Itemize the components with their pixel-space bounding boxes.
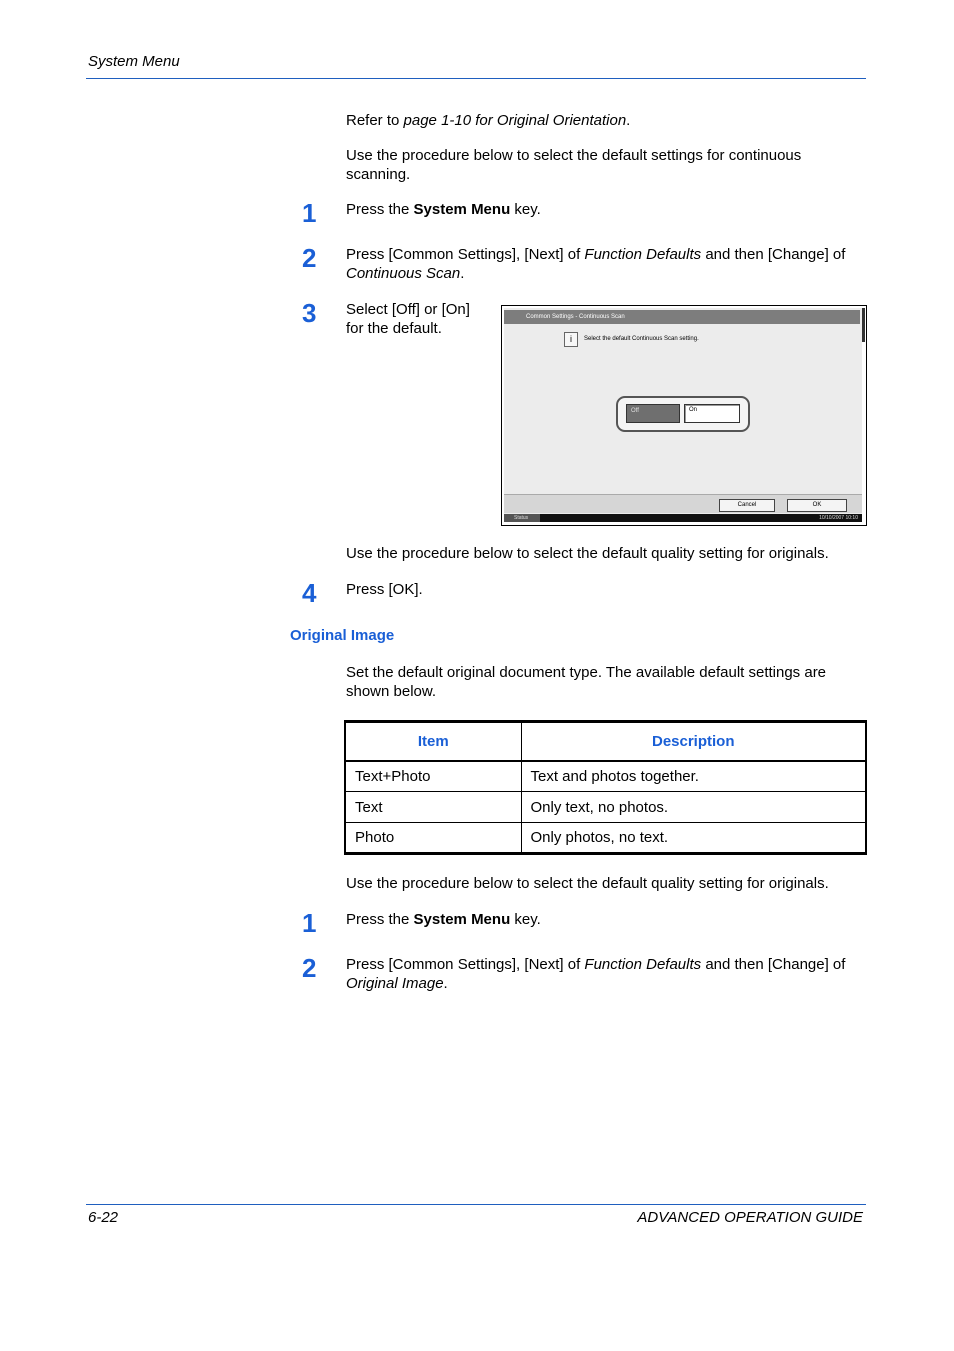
step-text-mid: and then [Change] of	[701, 956, 846, 973]
table-cell-description: Only photos, no text.	[521, 823, 866, 854]
step-text	[346, 955, 866, 993]
footer-rule	[86, 1204, 866, 1205]
page-number: 6-22	[88, 1209, 119, 1226]
step-text	[346, 245, 866, 283]
step-text-post: .	[460, 265, 465, 282]
step-number: 1	[302, 908, 317, 938]
step-italic-term: Original Image	[346, 975, 444, 992]
table-cell-item: Text	[345, 792, 521, 823]
column-header-item: Item	[345, 722, 521, 761]
quality-note: Use the procedure below to select the default quality setting for originals.	[346, 875, 829, 892]
table-header-row	[345, 722, 866, 761]
step-text: Press [OK].	[346, 581, 423, 598]
table-cell-description: Text and photos together.	[521, 761, 866, 792]
operation-panel-screenshot	[501, 305, 867, 526]
step-number: 2	[302, 953, 317, 983]
cancel-button[interactable]: Cancel	[719, 499, 775, 512]
step-number: 1	[302, 198, 317, 228]
refer-link-text: page 1-10 for Original Orientation	[403, 112, 627, 129]
step-italic-term: Continuous Scan	[346, 265, 461, 282]
step-number: 3	[302, 298, 317, 328]
step-text	[346, 200, 866, 219]
step-key-name: System Menu	[413, 201, 511, 218]
table-cell-item: Photo	[345, 823, 521, 854]
step-text-post: key.	[510, 201, 541, 218]
step-text-post: key.	[510, 911, 541, 928]
step-text-pre: Press [Common Settings], [Next] of	[346, 956, 585, 973]
screen-title: Common Settings - Continuous Scan	[504, 310, 860, 324]
step-italic-term: Function Defaults	[584, 956, 702, 973]
refer-paragraph	[346, 111, 866, 130]
step-italic-term: Function Defaults	[584, 246, 702, 263]
refer-suffix: .	[626, 112, 631, 129]
screen-body	[504, 308, 862, 521]
screen-message: Select the default Continuous Scan setting.	[584, 336, 699, 342]
section-description: Set the default original document type. The available default settings are shown below.	[346, 664, 827, 700]
section-heading: Original Image	[290, 627, 395, 644]
on-button[interactable]: On	[684, 404, 740, 423]
status-bar	[504, 514, 862, 522]
column-header-description: Description	[521, 722, 866, 761]
settings-table	[344, 720, 867, 855]
off-on-button-group	[616, 396, 750, 432]
refer-prefix: Refer to	[346, 112, 404, 129]
ok-button[interactable]: OK	[787, 499, 847, 512]
step-number: 2	[302, 243, 317, 273]
step-key-name: System Menu	[413, 911, 511, 928]
table-row	[345, 823, 866, 854]
step-text-mid: and then [Change] of	[701, 246, 846, 263]
table-cell-description: Only text, no photos.	[521, 792, 866, 823]
info-icon: i	[564, 332, 578, 347]
step-text-pre: Press the	[346, 201, 414, 218]
screen-scrollbar	[862, 308, 865, 342]
step-text-pre: Press [Common Settings], [Next] of	[346, 246, 585, 263]
quality-note: Use the procedure below to select the default quality setting for originals.	[346, 545, 829, 562]
header-title: System Menu	[88, 53, 180, 70]
step-text	[346, 910, 866, 929]
step-text: Select [Off] or [On] for the default.	[346, 301, 470, 337]
table-cell-item: Text+Photo	[345, 761, 521, 792]
status-datetime: 10/10/2007 10:10	[819, 515, 858, 521]
table-row	[345, 761, 866, 792]
step-number: 4	[302, 578, 317, 608]
procedure-paragraph: Use the procedure below to select the default settings for continuous scanning.	[346, 147, 802, 183]
screen-button-bar	[504, 494, 862, 513]
table-row	[345, 792, 866, 823]
header-rule	[86, 78, 866, 79]
step-text-pre: Press the	[346, 911, 414, 928]
step-text-post: .	[443, 975, 448, 992]
status-label[interactable]: Status	[504, 514, 540, 522]
guide-title: ADVANCED OPERATION GUIDE	[637, 1209, 863, 1226]
off-button[interactable]: Off	[626, 404, 680, 423]
